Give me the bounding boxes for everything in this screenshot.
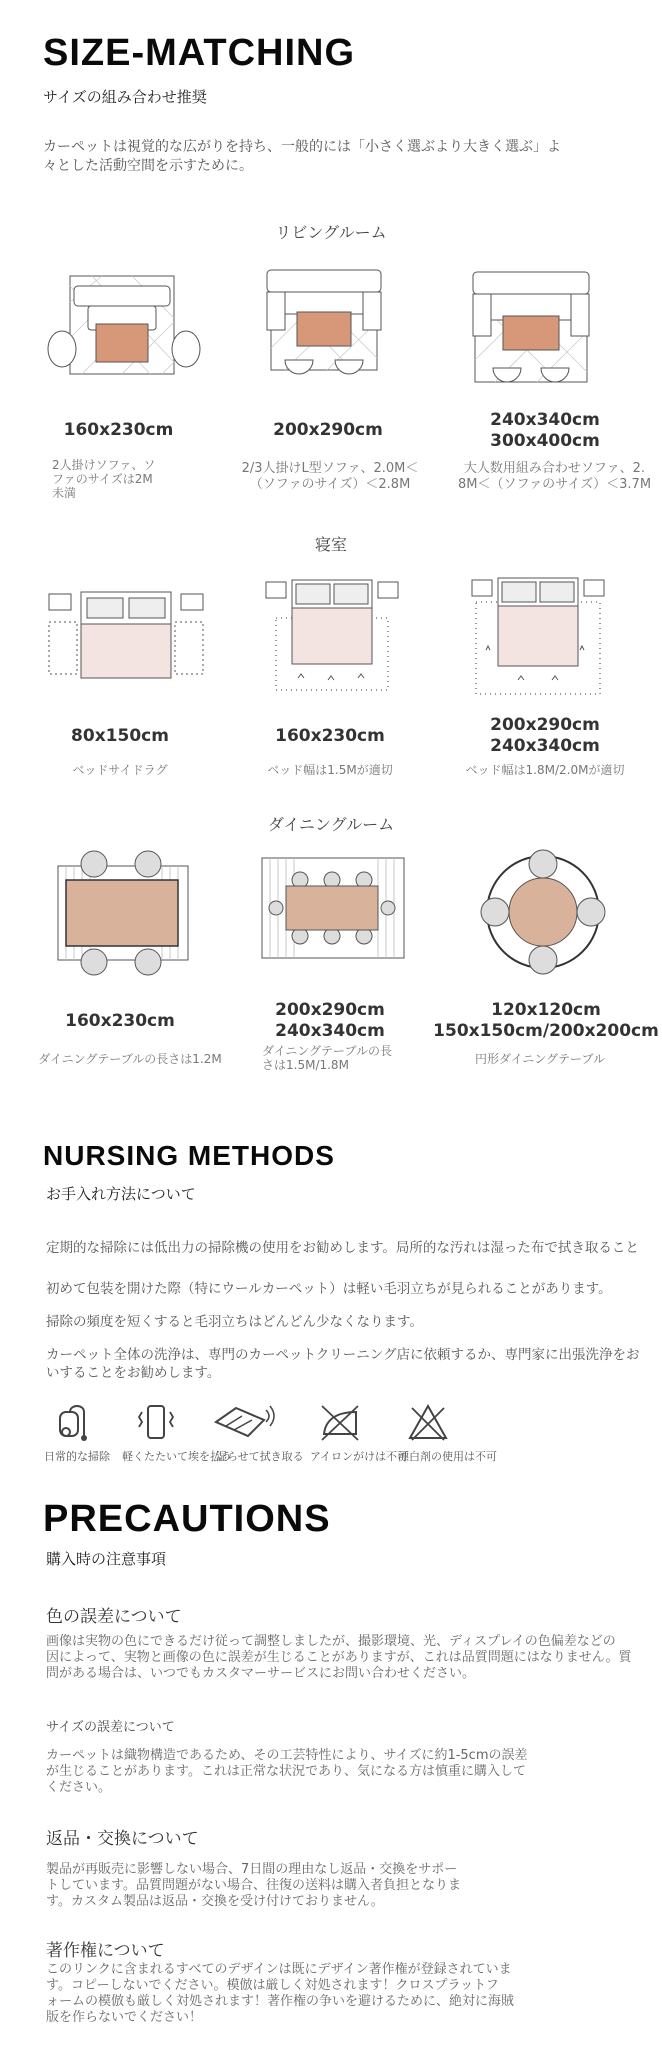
- nursing-paragraph-1: 定期的な掃除には低出力の掃除機の使用をお勧めします。局所的な汚れは湿った布で拭き取ること: [46, 1240, 639, 1256]
- returns-heading: 返品・交換について: [46, 1829, 199, 1849]
- living-room-diagram-2: [255, 268, 395, 393]
- vacuum-icon: [52, 1402, 92, 1442]
- size-error-body: カーペットは織物構造であるため、その工芸特性により、サイズに約1-5cmの誤差 が生じることがあります。これは正常な状況であり、気になる方は慎重に購入して ください。: [46, 1748, 528, 1795]
- no-iron-icon: [320, 1402, 360, 1442]
- dining-size-1: 160x230cm: [65, 1011, 175, 1031]
- no-bleach-icon: [408, 1402, 448, 1442]
- dining-diagram-3: [478, 850, 608, 975]
- color-error-body: 画像は実物の色にできるだけ従って調整しましたが、撮影環境、光、ディスプレイの色偏差などの 因によって、実物と画像の色に誤差が生じることがありますが、これは品質問題にはなりません。質 問がある場合は、いつでもカスタマーサービスにお問い合わせください。: [46, 1634, 632, 1681]
- nursing-methods-title: NURSING METHODS: [43, 1140, 335, 1171]
- dining-diagram-1: [52, 850, 192, 975]
- care-label-wipe: 湿らせて拭き取る: [216, 1450, 304, 1463]
- bedroom-diagram-1: [45, 588, 205, 683]
- nursing-paragraph-2: 初めて包装を開けた際（特にウールカーペット）は軽い毛羽立ちが見られることがあります。: [46, 1281, 612, 1297]
- copyright-body: このリンクに含まれるすべてのデザインは既にデザイン著作権が登録されていま す。コピーしないでください。模倣は厳しく対処されます！クロスプラットフ ォームの模倣も厳しく対処されます！著作権の争いを避けるために、絶対に海賊 版を作らないでください！: [46, 1962, 515, 2025]
- living-size-1: 160x230cm: [63, 420, 174, 440]
- color-error-heading: 色の誤差について: [46, 1607, 182, 1627]
- living-note-3: 大人数用組み合わせソファ、2. 8M＜（ソファのサイズ）＜3.7M: [457, 461, 652, 492]
- returns-body: 製品が再販売に影響しない場合、7日間の理由なし返品・交換をサポー トしています。品質問題がない場合、往復の送料は購入者負担となりま す。カスタム製品は返品・交換を受け付けておりません。: [46, 1862, 461, 1909]
- living-size-2: 200x290cm: [273, 420, 383, 440]
- bedroom-note-1: ベッドサイドラグ: [72, 763, 168, 777]
- dining-size-3: 120x120cm 150x150cm/200x200cm: [433, 1000, 659, 1041]
- size-matching-title: SIZE-MATCHING: [43, 32, 356, 74]
- care-label-no-bleach: 漂白剤の使用は不可: [398, 1450, 497, 1463]
- bedroom-heading: 寝室: [314, 535, 347, 554]
- precautions-subtitle: 購入時の注意事項: [46, 1550, 167, 1568]
- shake-icon: [136, 1402, 176, 1442]
- living-note-2: 2/3人掛けL型ソファ、2.0M＜ （ソファのサイズ）＜2.8M: [241, 461, 419, 492]
- bedroom-size-2: 160x230cm: [275, 726, 385, 746]
- dining-size-2: 200x290cm 240x340cm: [275, 1000, 385, 1041]
- living-room-diagram-3: [465, 268, 600, 398]
- dining-room-heading: ダイニングルーム: [267, 815, 395, 834]
- size-error-heading: サイズの誤差について: [46, 1720, 175, 1735]
- nursing-paragraph-4: カーペット全体の洗浄は、専門のカーペットクリーニング店に依頼するか、専門家に出張洗浄をお いすることをお勧めします。: [46, 1347, 640, 1381]
- precautions-title: PRECAUTIONS: [43, 1498, 331, 1540]
- living-room-heading: リビングルーム: [275, 223, 387, 242]
- nursing-paragraph-3: 掃除の頻度を短くすると毛羽立ちはどんどん少なくなります。: [46, 1314, 423, 1330]
- dining-diagram-2: [260, 856, 410, 964]
- bedroom-diagram-2: [262, 578, 402, 696]
- care-label-daily-cleaning: 日常的な掃除: [44, 1450, 110, 1463]
- dining-note-3: 円形ダイニングテーブル: [475, 1052, 605, 1066]
- care-label-pat-dust: 軽くたたいて埃を払う: [122, 1450, 232, 1463]
- bedroom-note-3: ベッド幅は1.8M/2.0Mが適切: [465, 763, 625, 777]
- size-matching-subtitle: サイズの組み合わせ推奨: [43, 88, 207, 106]
- living-note-1: 2人掛けソファ、ソ ファのサイズは2M 未満: [52, 458, 156, 500]
- nursing-methods-subtitle: お手入れ方法について: [46, 1185, 196, 1203]
- size-intro-text: カーペットは視覚的な広がりを持ち、一般的には「小さく選ぶより大きく選ぶ」よ 々とした活動空間を示すために。: [43, 139, 561, 174]
- bedroom-diagram-3: [468, 576, 608, 698]
- copyright-heading: 著作権について: [46, 1941, 165, 1961]
- care-label-no-iron: アイロンがけは不可: [310, 1450, 409, 1463]
- bedroom-size-1: 80x150cm: [71, 726, 169, 746]
- dining-note-1: ダイニングテーブルの長さは1.2M: [38, 1052, 222, 1066]
- dining-note-2: ダイニングテーブルの長 さは1.5M/1.8M: [262, 1044, 392, 1072]
- living-size-3: 240x340cm 300x400cm: [490, 410, 600, 451]
- wipe-icon: [212, 1402, 276, 1442]
- bedroom-size-3: 200x290cm 240x340cm: [490, 715, 600, 756]
- living-room-diagram-1: [52, 272, 197, 382]
- bedroom-note-2: ベッド幅は1.5Mが適切: [267, 763, 393, 777]
